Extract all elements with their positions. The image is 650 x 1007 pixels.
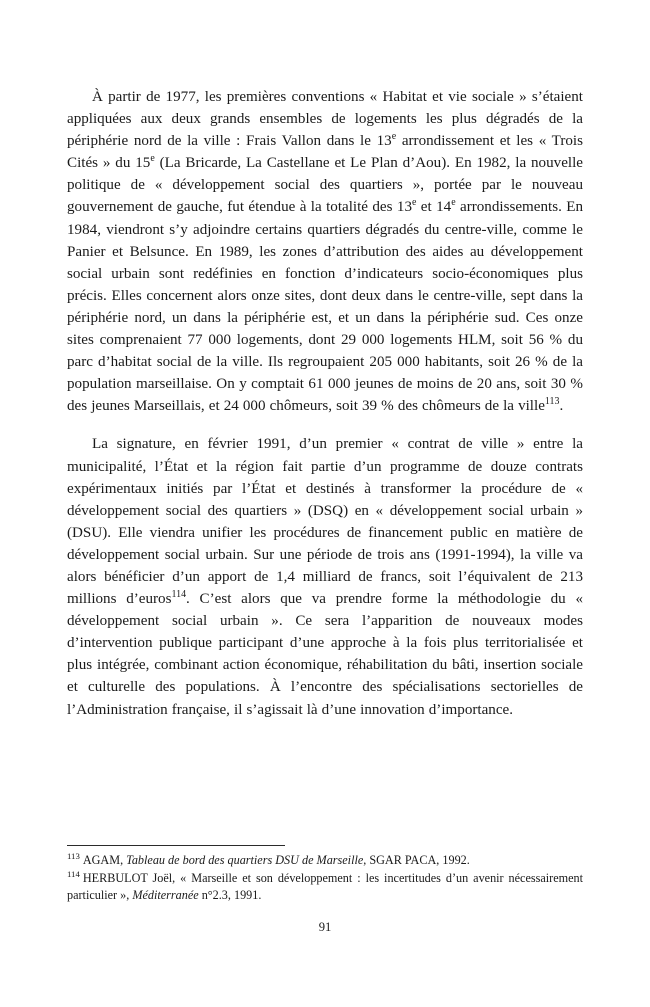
footnote-reference-113[interactable]: 113 — [544, 396, 560, 408]
ordinal-superscript: e — [451, 197, 456, 209]
body-paragraph-2: La signature, en février 1991, d’un premier « contrat de ville » entre la municipalité, l’État et la région fait partie d’un programme de douze contrats expérimentaux initiés par l’État et destinés à transformer la procédure de « développement social des quartiers » (DSQ) en « développement social urbain » (DSU). Elle viendra unifier les procédures de financement public en matière de développement social urbain. Sur une période de trois ans (1991-1994), la ville va alors bénéficier d’un apport de 1,4 milliard de francs, soit l’équivalent de 213 millions d’euros$^{114}$. C’est alors que va prendre forme la méthodologie du « développement social urbain ». Ce sera l’apparition de nouveaux modes d’intervention publique participant d’une approche à la fois plus territorialisée et plus intégrée, combinant action économique, réhabilitation du bâti, insertion sociale et culturelle des populations. À l’encontre des spécialisations sectorielles de l’Administration française, il s’agissait là d’une innovation d’importance. — [67, 436, 583, 718]
footnote-reference-114[interactable]: 114 — [171, 589, 187, 601]
page-body-text — [67, 86, 583, 721]
ordinal-superscript: e — [412, 197, 417, 209]
italic-title: Tableau de bord des quartiers DSU de Marseille — [126, 853, 364, 867]
italic-title: Méditerranée — [132, 888, 199, 903]
footnote-number-113: 113 — [67, 850, 80, 861]
page-number: 91 — [318, 920, 332, 934]
footnote-number-114: 114 — [67, 868, 80, 879]
ordinal-superscript: e — [391, 131, 397, 143]
body-paragraph-1: À partir de 1977, les premières conventions « Habitat et vie sociale » s’étaient appliquées aux deux grands ensembles de logements les plus dégradés de la périphérie nord de la ville : Frais Vallon dans le 13e arrondissement et les « Trois Cités » du 15e (La Bricarde, La Castellane et Le Plan d’Aou). En 1982, la nouvelle politique de « développement social des quartiers », portée par le nouveau gouvernement de gauche, fut étendue à la totalité des 13e et 14e arrondissements. En 1984, viendront s’y adjoindre certains quartiers dégradés du centre-ville, comme le Panier et Belsunce. En 1989, les zones d’attribution des aides au développement social urbain sont redéfinies en fonction d’indicateurs socio-économiques plus précis. Elles concernent alors onze sites, dont deux dans le centre-ville, sept dans la périphérie nord, un dans la périphérie est, et un dans la périphérie sud. Ces onze sites comprenaient 77 000 logements, dont 29 000 logements HLM, soit 56 % du parc d’habitat social de la ville. Ils regroupaient 205 000 habitants, soit 26 % de la population marseillaise. On y comptait 61 000 jeunes de moins de 20 ans, soit 30 % des jeunes Marseillais, et 24 000 chômeurs, soit 39 % des chômeurs de la ville$^{113}$. — [67, 89, 584, 415]
footnote-114: $^{114}$ HERBULOT Joël, « Marseille et son développement : les incertitudes d’un avenir nécessairement particulier », Méditerranée n°2.3, 1991. — [67, 868, 583, 903]
ordinal-superscript: e — [150, 153, 155, 165]
footnote-separator-rule — [67, 845, 285, 846]
footnotes-section — [67, 845, 583, 905]
footnote-113: $^{113}$ AGAM, Tableau de bord des quartiers DSU de Marseille, SGAR PACA, 1992. — [67, 850, 470, 867]
